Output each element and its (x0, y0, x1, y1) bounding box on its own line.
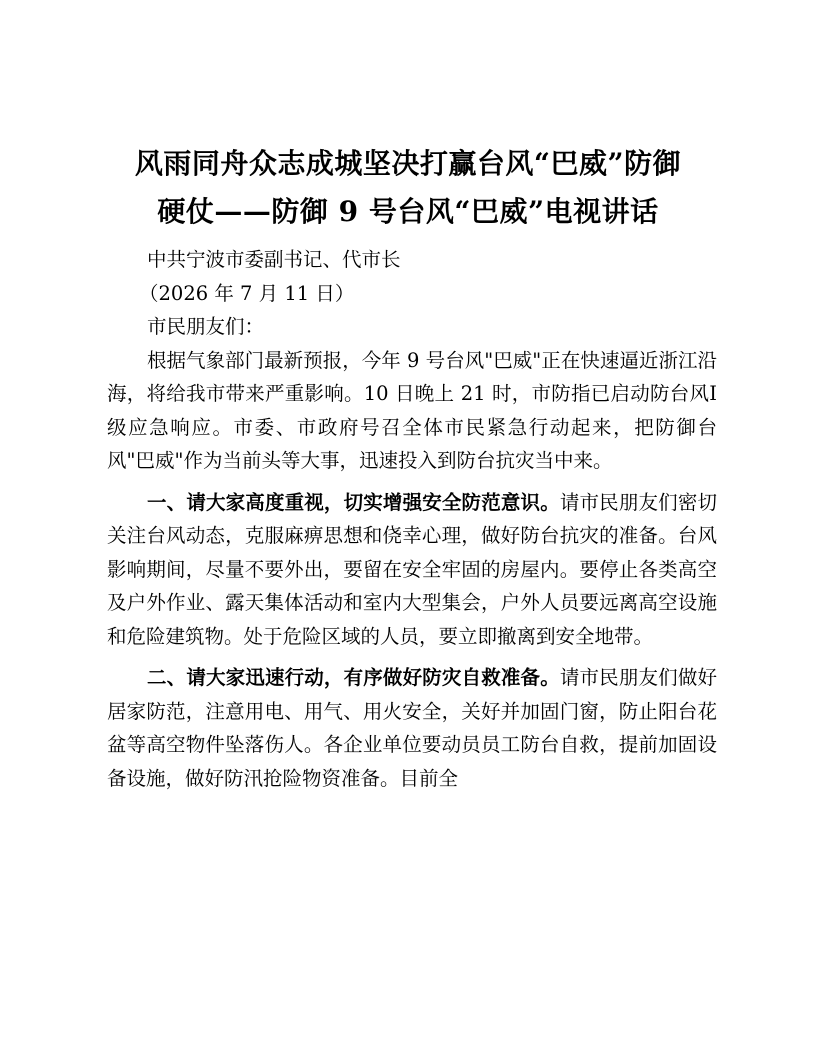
section-2 (107, 661, 717, 795)
title-line-2: 硬仗——防御 9 号台风“巴威”电视讲话 (157, 195, 659, 228)
speaker-line: 中共宁波市委副书记、代市长 (147, 248, 401, 271)
section-1-heading: 一、请大家高度重视，切实增强安全防范意识。 (147, 490, 560, 514)
salutation: 市民朋友们： (147, 315, 265, 338)
section-1 (107, 486, 717, 654)
paragraph-intro: 根据气象部门最新预报，今年 9 号台风"巴威"正在快速逼近浙江沿海，将给我市带来严重影响。10 日晚上 21 时，市防指已启动防台风Ⅰ级应急响应。市委、市政府号召全体市民紧急行动起来，把防御台风"巴威"作为当前头等大事，迅速投入到防台抗灾当中来。 (107, 348, 717, 472)
section-1-text: 请市民朋友们密切关注台风动态，克服麻痹思想和侥幸心理，做好防台抗灾的准备。台风影响期间，尽量不要外出，要留在安全牢固的房屋内。要停止各类高空及户外作业、露天集体活动和室内大型集会，户外人员要远离高空设施和危险建筑物。处于危险区域的人员，要立即撤离到安全地带。 (107, 490, 717, 648)
title-line-1: 风雨同舟众志成城坚决打赢台风“巴威”防御 (134, 147, 682, 180)
document-title (100, 140, 716, 236)
document-body (107, 243, 717, 795)
section-2-text: 请市民朋友们做好居家防范，注意用电、用气、用火安全，关好并加固门窗，防止阳台花盆等高空物件坠落伤人。各企业单位要动员员工防台自救，提前加固设备设施，做好防汛抢险物资准备。目前全 (107, 666, 717, 790)
section-2-heading: 二、请大家迅速行动，有序做好防灾自救准备。 (147, 666, 560, 689)
date-line: （2026 年 7 月 11 日） (139, 281, 355, 305)
